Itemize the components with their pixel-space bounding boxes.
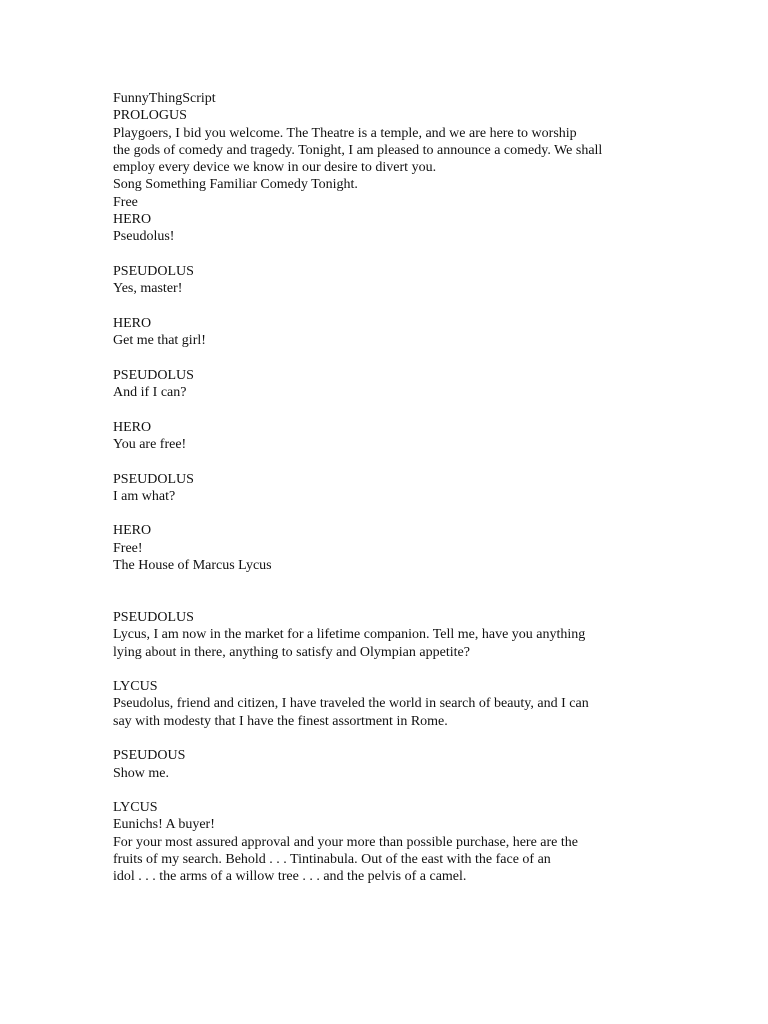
dialogue-line: Free! <box>113 540 143 556</box>
dialogue-line: And if I can? <box>113 385 187 401</box>
spacer <box>113 246 653 263</box>
dialogue-line: Get me that girl! <box>113 333 206 349</box>
dialogue-line: You are free! <box>113 436 187 452</box>
speaker-name: HERO <box>113 523 152 539</box>
dialogue-line: lying about in there, anything to satisfy and Olympian appetite? <box>113 644 470 660</box>
dialogue-line: Pseudolus, friend and citizen, I have traveled the world in search of beauty, and I can <box>113 696 589 712</box>
dialogue-line: fruits of my search. Behold . . . Tintinabula. Out of the east with the face of an <box>113 852 551 868</box>
dialogue-line: Lycus, I am now in the market for a lifetime companion. Tell me, have you anything <box>113 627 586 643</box>
script-page <box>113 90 653 886</box>
dialogue-line: idol . . . the arms of a willow tree . . . and the pelvis of a camel. <box>113 869 467 885</box>
spacer <box>113 782 653 799</box>
dialogue-line: I am what? <box>113 488 176 504</box>
prologue-line: employ every device we know in our desire to divert you. <box>113 160 437 176</box>
speaker-name: PSEUDOUS <box>113 748 186 764</box>
speaker-name: LYCUS <box>113 800 158 816</box>
song-title: Song Something Familiar Comedy Tonight. <box>113 177 358 193</box>
speaker-name: PSEUDOLUS <box>113 367 194 383</box>
speaker-name: HERO <box>113 212 152 228</box>
speaker-name: PSEUDOLUS <box>113 609 194 625</box>
dialogue-line: say with modesty that I have the finest assortment in Rome. <box>113 713 448 729</box>
prologue-line: the gods of comedy and tragedy. Tonight, I am pleased to announce a comedy. We shall <box>113 142 603 158</box>
dialogue-line: Show me. <box>113 765 169 781</box>
spacer <box>113 298 653 315</box>
dialogue-line: Eunichs! A buyer! <box>113 817 215 833</box>
speaker-name: HERO <box>113 419 152 435</box>
stage-note: Free <box>113 194 138 210</box>
spacer <box>113 453 653 470</box>
dialogue-line: For your most assured approval and your more than possible purchase, here are the <box>113 834 578 850</box>
speaker-name: LYCUS <box>113 679 158 695</box>
dialogue-line: Yes, master! <box>113 281 183 297</box>
spacer <box>113 661 653 678</box>
speaker-name: HERO <box>113 315 152 331</box>
speaker-name: PSEUDOLUS <box>113 263 194 279</box>
document-filename: FunnyThingScript <box>113 91 216 106</box>
speaker-name: PSEUDOLUS <box>113 471 194 487</box>
spacer <box>113 505 653 522</box>
prologue-line: Playgoers, I bid you welcome. The Theatre is a temple, and we are here to worship <box>113 125 577 141</box>
spacer <box>113 574 653 609</box>
section-heading: PROLOGUS <box>113 108 187 124</box>
spacer <box>113 730 653 747</box>
spacer <box>113 349 653 366</box>
scene-heading: The House of Marcus Lycus <box>113 558 272 574</box>
spacer <box>113 401 653 418</box>
dialogue-line: Pseudolus! <box>113 229 175 245</box>
